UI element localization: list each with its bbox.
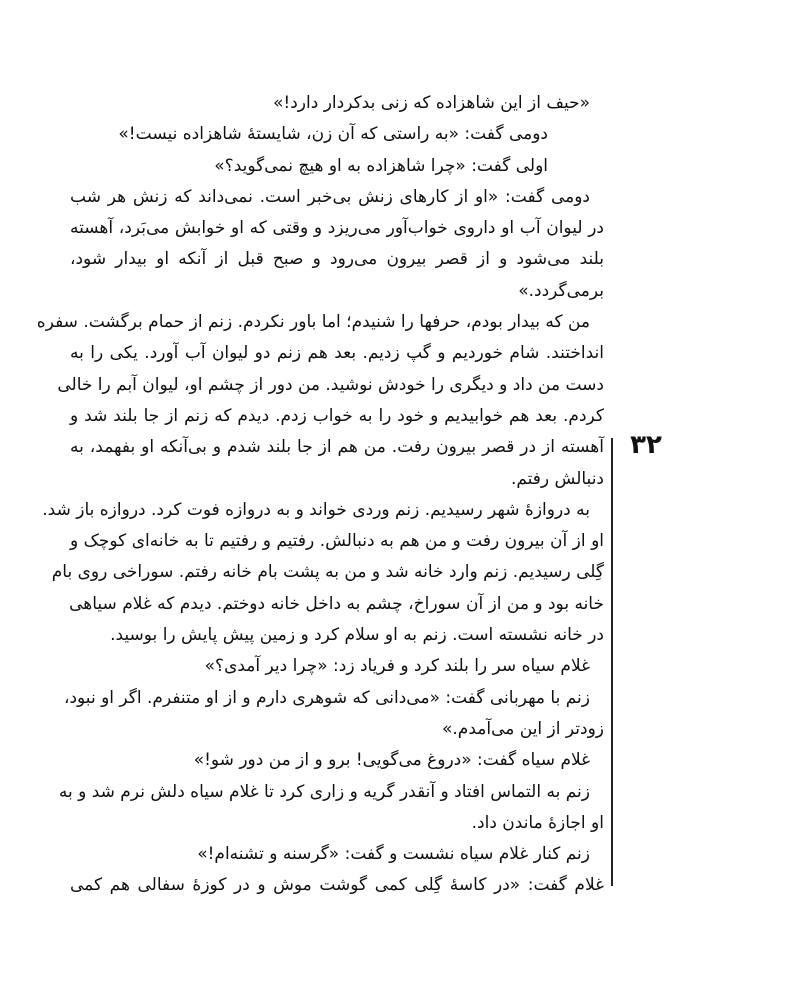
text-line: او از آن بیرون رفت و من هم به دنبالش. رفتیم و رفتیم تا به خانه‌ای کوچک و xyxy=(70,531,604,552)
text-line: خانه بود و من از آن سوراخ، چشم به داخل خانه دوختم. دیدم که غلام سیاهی xyxy=(69,593,604,614)
body-text xyxy=(36,88,604,902)
text-line: زنم با مهربانی گفت: «می‌دانی که شوهری دارم و از او متنفرم. اگر او نبود، xyxy=(63,687,590,708)
text-line: دومی گفت: «او از کارهای زنش بی‌خبر است. نمی‌داند که زنش هر شب xyxy=(70,186,590,207)
text-line: دست من داد و دیگری را خودش نوشید. من دور از چشم او، لیوان آبم را خالی xyxy=(57,374,604,395)
text-line: زنم به التماس افتاد و آنقدر گریه و زاری کرد تا غلام سیاه دلش نرم شد و به xyxy=(58,781,590,802)
text-line: انداختند. شام خوردیم و گپ زدیم. بعد هم زنم دو لیوان آب آورد. یکی را به xyxy=(70,343,604,364)
text-line: در لیوان آب او داروی خواب‌آور می‌ریزد و وقتی که او خوابش می‌بَرد، آهسته xyxy=(70,218,604,239)
text-line: او اجازهٔ ماندن داد. xyxy=(471,812,604,833)
text-line: دنبالش رفتم. xyxy=(510,468,604,489)
text-line: «حیف از این شاهزاده که زنی بدکردار دارد!» xyxy=(273,93,590,113)
text-line: کردم. بعد هم خوابیدیم و خود را به خواب زدم. دیدم که زنم از جا بلند شد و xyxy=(70,405,604,426)
margin-rule xyxy=(611,438,613,886)
text-line: زودتر از این می‌آمدم.» xyxy=(442,718,604,739)
text-line: بلند می‌شود و از قصر بیرون می‌رود و صبح قبل از آنکه او بیدار شود، xyxy=(70,249,604,270)
text-line: زنم کنار غلام سیاه نشست و گفت: «گرسنه و تشنه‌ام!» xyxy=(197,844,590,865)
text-line: به دروازهٔ شهر رسیدیم. زنم وردی خواند و به دروازه فوت کرد. دروازه باز شد. xyxy=(42,499,590,520)
text-line: گِلی رسیدیم. زنم وارد خانه شد و من به پشت بام خانه رفتم. سوراخی روی بام xyxy=(51,562,604,583)
text-line: غلام سیاه سر را بلند کرد و فریاد زد: «چرا دیر آمدی؟» xyxy=(204,656,590,677)
page-number: ۳۲ xyxy=(630,430,662,460)
text-line: دومی گفت: «به راستی که آن زن، شایستهٔ شاهزاده نیست!» xyxy=(118,124,548,145)
text-line: غلام سیاه گفت: «دروغ می‌گویی! برو و از من دور شو!» xyxy=(193,750,590,771)
text-line: من که بیدار بودم، حرفها را شنیدم؛ اما باور نکردم. زنم از حمام برگشت. سفره xyxy=(36,312,590,333)
text-line: برمی‌گردد.» xyxy=(518,280,604,301)
text-line: در خانه نشسته است. زنم به او سلام کرد و زمین پیش پایش را بوسید. xyxy=(110,625,604,646)
text-line: آهسته از در قصر بیرون رفت. من هم از جا بلند شدم و بی‌آنکه او بفهمد، به xyxy=(70,437,604,458)
text-line: اولی گفت: «چرا شاهزاده به او هیچ نمی‌گوید؟» xyxy=(214,155,548,176)
text-line: غلام گفت: «در کاسهٔ گِلی کمی گوشت موش و در کوزهٔ سفالی هم کمی xyxy=(70,875,604,896)
